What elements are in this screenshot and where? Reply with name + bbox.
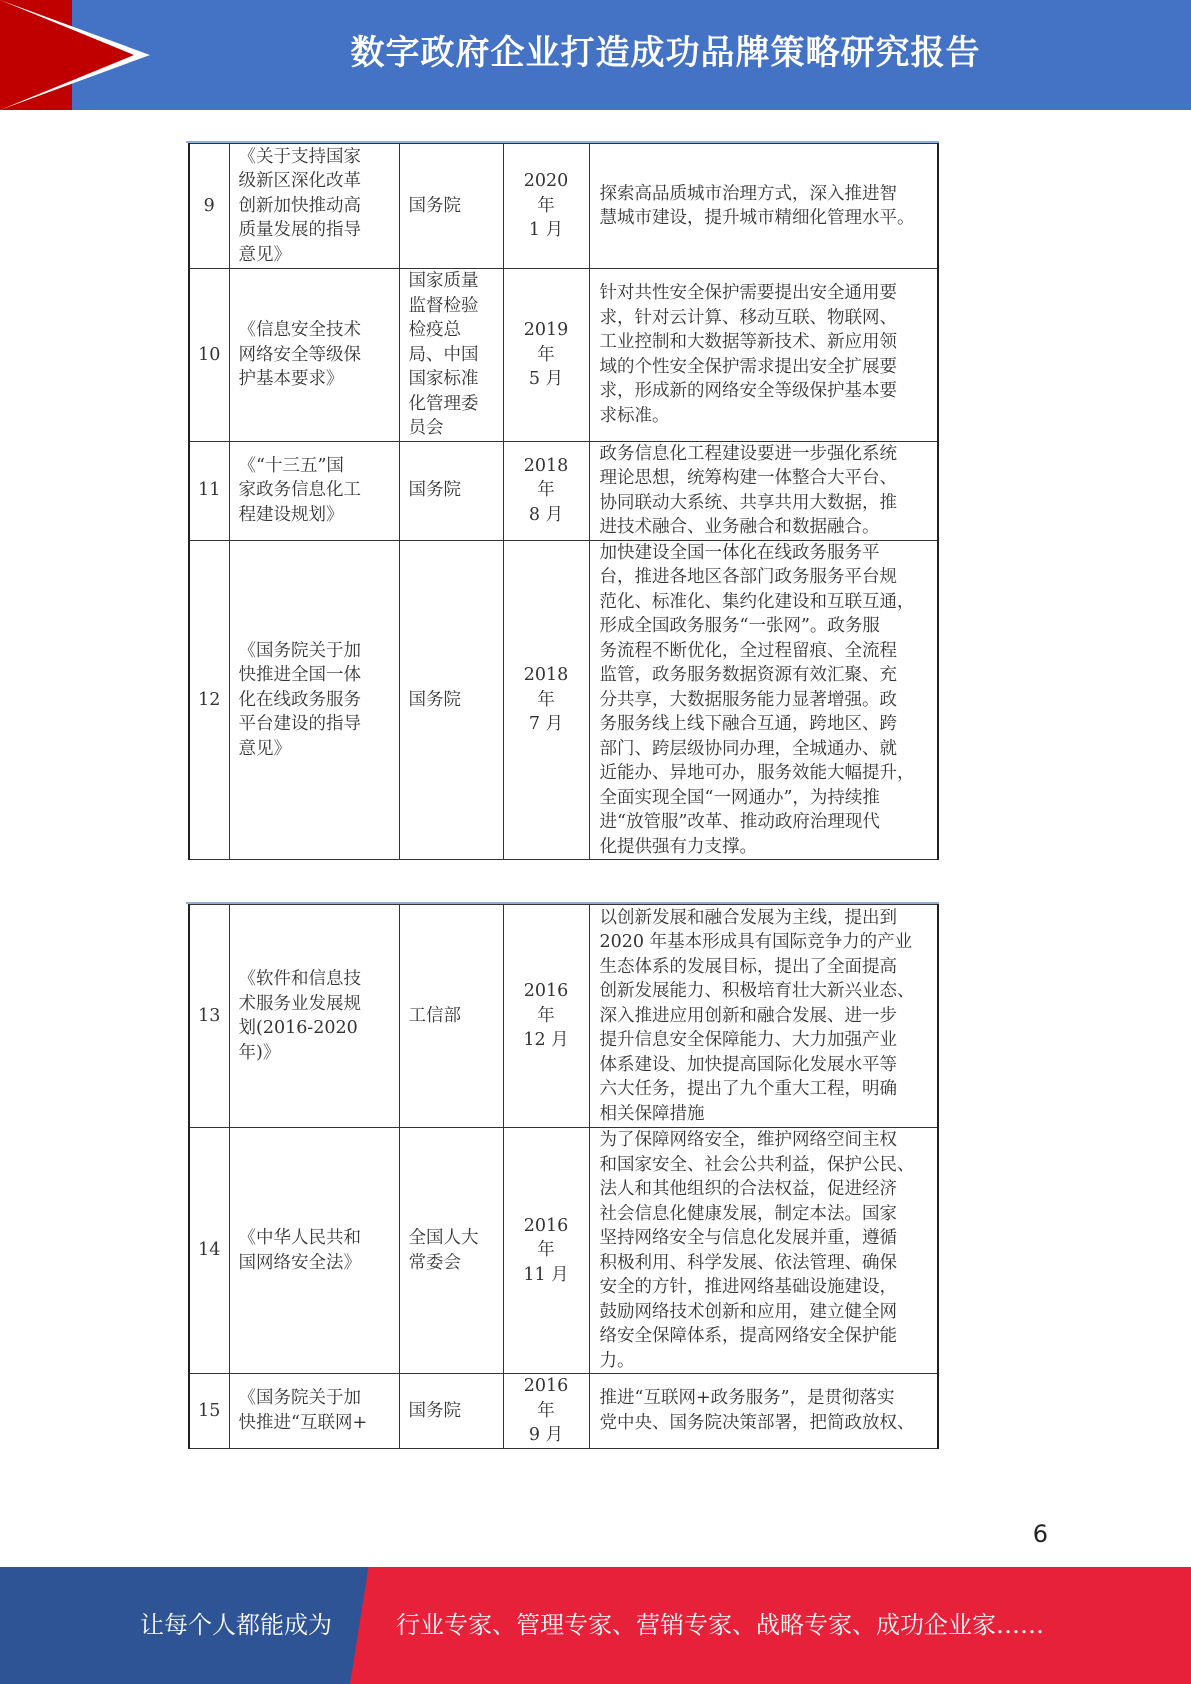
issuing-body-line: 全国人大 xyxy=(408,1228,479,1248)
footer-slogan-right: 行业专家、管理专家、营销专家、战略专家、成功企业家…… xyxy=(396,1611,1044,1639)
policy-summary-line: 深入推进应用创新和融合发展、进一步 xyxy=(599,1005,897,1026)
table-row xyxy=(189,441,938,540)
policy-title-line: 《软件和信息技 xyxy=(238,969,361,989)
policy-summary-line: 协同联动大系统、共享共用大数据，推 xyxy=(599,492,897,513)
issuing-body xyxy=(399,1128,503,1374)
row-number: 12 xyxy=(189,540,229,860)
policy-summary xyxy=(589,540,938,860)
issue-date xyxy=(503,905,589,1128)
policy-title-line: 划(2016-2020 年)》 xyxy=(238,1018,358,1063)
policy-summary-line: 和国家安全、社会公共利益，保护公民、 xyxy=(599,1154,915,1175)
issue-date xyxy=(503,1128,589,1374)
issue-date-line: 7 月 xyxy=(528,714,564,734)
policy-title-line: 《关于支持国家 xyxy=(238,146,361,167)
policy-summary-line: 以创新发展和融合发展为主线，提出到 xyxy=(599,907,897,928)
policy-title-line: 《信息安全技术 xyxy=(238,320,361,340)
policy-summary-line: 社会信息化健康发展，制定本法。国家 xyxy=(599,1203,897,1224)
policy-title xyxy=(229,540,399,860)
policy-title-line: 质量发展的指导 xyxy=(238,220,361,241)
issuing-body-line: 员会 xyxy=(408,418,444,438)
issue-date-line: 2016 年 xyxy=(523,1215,569,1261)
policy-table-2 xyxy=(188,904,937,1449)
policy-summary-line: 求标准。 xyxy=(599,405,670,426)
policy-summary-line: 进“放管服”改革、推动政府治理现代 xyxy=(599,812,880,832)
policy-title-line: 《中华人民共和 xyxy=(238,1228,361,1248)
policy-summary-line: 台，推进各地区各部门政务服务平台规 xyxy=(599,567,897,587)
issuing-body-line: 化管理委 xyxy=(408,393,479,414)
policy-summary-line: 针对共性安全保护需要提出安全通用要 xyxy=(599,283,897,304)
table-row xyxy=(189,144,938,269)
policy-summary-line: 慧城市建设，提升城市精细化管理水平。 xyxy=(599,208,915,228)
issue-date-line: 2019 年 xyxy=(523,320,569,365)
policy-summary-line: 生态体系的发展目标，提出了全面提高 xyxy=(599,956,897,977)
policy-summary-line: 力。 xyxy=(599,1350,635,1371)
table-row xyxy=(189,1128,938,1374)
row-number: 13 xyxy=(189,905,229,1128)
policy-title-line: 《国务院关于加 xyxy=(238,640,361,661)
policy-summary-line: 近能办、异地可办，服务效能大幅提升， xyxy=(599,763,915,783)
issue-date xyxy=(503,144,589,269)
policy-title xyxy=(229,269,399,442)
page-header xyxy=(0,0,1191,110)
policy-summary-line: 鼓励网络技术创新和应用，建立健全网 xyxy=(599,1301,897,1322)
row-number: 11 xyxy=(189,441,229,540)
issue-date xyxy=(503,540,589,860)
policy-title-line: 网络安全等级保 xyxy=(238,344,361,365)
policy-title-line: 《“十三五”国 xyxy=(238,455,344,476)
policy-title-line: 家政务信息化工 xyxy=(238,480,361,501)
policy-title-line: 快推进“互联网+ xyxy=(238,1412,368,1433)
policy-summary-line: 政务信息化工程建设要进一步强化系统 xyxy=(599,443,897,464)
policy-title-line: 意见》 xyxy=(238,738,291,759)
policy-summary-line: 体系建设、加快提高国际化发展水平等 xyxy=(599,1054,897,1075)
issuing-body xyxy=(399,540,503,860)
policy-summary-line: 求，形成新的网络安全等级保护基本要 xyxy=(599,381,897,402)
policy-summary-line: 相关保障措施 xyxy=(599,1103,705,1124)
issue-date-line: 5 月 xyxy=(528,369,564,389)
row-number: 10 xyxy=(189,269,229,442)
policy-title xyxy=(229,1128,399,1374)
policy-title-line: 快推进全国一体 xyxy=(238,665,361,685)
policy-title-line: 《国务院关于加 xyxy=(238,1388,361,1409)
policy-summary-line: 安全的方针，推进网络基础设施建设， xyxy=(599,1277,897,1297)
policy-summary-line: 创新发展能力、积极培育壮大新兴业态、 xyxy=(599,981,915,1002)
issuing-body-line: 国务院 xyxy=(408,195,461,216)
policy-table-1 xyxy=(188,143,937,860)
policy-title-line: 护基本要求》 xyxy=(238,369,344,389)
policy-summary-line: 探索高品质城市治理方式，深入推进智 xyxy=(599,183,897,204)
issue-date xyxy=(503,1374,589,1449)
issue-date xyxy=(503,269,589,442)
policy-summary-line: 法人和其他组织的合法权益，促进经济 xyxy=(599,1179,897,1199)
policy-title-line: 级新区深化改革 xyxy=(238,171,361,192)
row-number: 9 xyxy=(189,144,229,269)
policy-title-line: 术服务业发展规 xyxy=(238,993,361,1014)
issuing-body-line: 工信部 xyxy=(408,1005,461,1026)
issuing-body xyxy=(399,441,503,540)
policy-summary-line: 六大任务，提出了九个重大工程，明确 xyxy=(599,1079,897,1100)
policy-summary-line: 为了保障网络安全，维护网络空间主权 xyxy=(599,1130,897,1150)
policy-summary-line: 分共享，大数据服务能力显著增强。政 xyxy=(599,689,897,710)
policy-summary-line: 理论思想，统筹构建一体整合大平台、 xyxy=(599,468,897,488)
issuing-body-line: 检疫总 xyxy=(408,320,461,340)
policy-summary-line: 部门、跨层级协同办理，全城通办、就 xyxy=(599,738,897,759)
policy-title xyxy=(229,1374,399,1449)
issuing-body-line: 国务院 xyxy=(408,1400,461,1421)
issuing-body-line: 国务院 xyxy=(408,480,461,501)
policy-summary-line: 推进“互联网+政务服务”，是贯彻落实 xyxy=(599,1388,895,1409)
policy-summary-line: 加快建设全国一体化在线政务服务平 xyxy=(599,542,880,563)
issuing-body xyxy=(399,905,503,1128)
issue-date-line: 12 月 xyxy=(523,1030,569,1051)
policy-title-line: 化在线政务服务 xyxy=(238,689,361,710)
issue-date-line: 8 月 xyxy=(528,504,564,525)
table-top-rule xyxy=(186,141,939,143)
page-number: 6 xyxy=(1032,1520,1048,1548)
policy-summary-line: 进技术融合、业务融合和数据融合。 xyxy=(599,517,880,537)
row-number: 14 xyxy=(189,1128,229,1374)
policy-summary-line: 求，针对云计算、移动互联、物联网、 xyxy=(599,307,897,328)
policy-summary xyxy=(589,441,938,540)
policy-summary-line: 监管，政务服务数据资源有效汇聚、充 xyxy=(599,665,897,685)
issue-date-line: 2016 年 xyxy=(523,981,569,1026)
row-number: 15 xyxy=(189,1374,229,1449)
policy-summary-line: 络安全保障体系，提高网络安全保护能 xyxy=(599,1326,897,1346)
policy-title xyxy=(229,905,399,1128)
issue-date xyxy=(503,441,589,540)
table-row xyxy=(189,905,938,1128)
policy-summary-line: 化提供强有力支撑。 xyxy=(599,836,757,857)
policy-summary xyxy=(589,269,938,442)
policy-summary-line: 全面实现全国“一网通办”，为持续推 xyxy=(599,787,880,808)
table-top-rule xyxy=(186,902,939,904)
policy-summary-line: 务服务线上线下融合互通，跨地区、跨 xyxy=(599,714,897,734)
issue-date-line: 2018 年 xyxy=(523,665,569,710)
policy-summary-line: 务流程不断优化，全过程留痕、全流程 xyxy=(599,640,897,661)
policy-summary-line: 积极利用、科学发展、依法管理、确保 xyxy=(599,1252,897,1273)
policy-summary xyxy=(589,1374,938,1449)
policy-summary-line: 提升信息安全保障能力、大力加强产业 xyxy=(599,1030,897,1051)
table-row xyxy=(189,269,938,442)
issuing-body xyxy=(399,269,503,442)
policy-summary-line: 2020 年基本形成具有国际竞争力的产业 xyxy=(599,932,913,953)
issue-date-line: 11 月 xyxy=(523,1264,569,1285)
issue-date-line: 2016 年 xyxy=(523,1376,569,1421)
issue-date-line: 1 月 xyxy=(528,220,564,241)
table-row xyxy=(189,1374,938,1449)
issuing-body-line: 局、中国 xyxy=(408,344,479,365)
issue-date-line: 2018 年 xyxy=(523,455,569,501)
policy-summary-line: 形成全国政务服务“一张网”。政务服 xyxy=(599,616,880,636)
policy-title xyxy=(229,441,399,540)
header-arrow-icon xyxy=(0,0,134,110)
policy-summary xyxy=(589,905,938,1128)
issue-date-line: 9 月 xyxy=(528,1425,564,1445)
policy-summary xyxy=(589,144,938,269)
footer-slogan-left: 让每个人都能成为 xyxy=(140,1611,332,1639)
issuing-body-line: 国家质量 xyxy=(408,271,479,291)
policy-title-line: 国网络安全法》 xyxy=(238,1252,361,1273)
policy-title-line: 创新加快推动高 xyxy=(238,195,361,216)
issuing-body xyxy=(399,1374,503,1449)
policy-summary-line: 范化、标准化、集约化建设和互联互通， xyxy=(599,591,915,612)
issuing-body-line: 国务院 xyxy=(408,689,461,710)
report-title: 数字政府企业打造成功品牌策略研究报告 xyxy=(350,33,981,73)
policy-summary xyxy=(589,1128,938,1374)
issuing-body-line: 国家标准 xyxy=(408,369,479,389)
issuing-body-line: 监督检验 xyxy=(408,295,479,316)
issuing-body xyxy=(399,144,503,269)
policy-title xyxy=(229,144,399,269)
issuing-body-line: 常委会 xyxy=(408,1252,461,1273)
policy-title-line: 程建设规划》 xyxy=(238,504,344,525)
policy-summary-line: 党中央、国务院决策部署，把简政放权、 xyxy=(599,1412,915,1433)
policy-title-line: 意见》 xyxy=(238,244,291,265)
policy-summary-line: 工业控制和大数据等新技术、新应用领 xyxy=(599,332,897,353)
issue-date-line: 2020 年 xyxy=(523,171,569,216)
policy-summary-line: 坚持网络安全与信息化发展并重，遵循 xyxy=(599,1228,897,1248)
page-footer xyxy=(0,1567,1191,1684)
policy-summary-line: 域的个性安全保护需求提出安全扩展要 xyxy=(599,356,897,377)
policy-title-line: 平台建设的指导 xyxy=(238,714,361,734)
table-row xyxy=(189,540,938,860)
